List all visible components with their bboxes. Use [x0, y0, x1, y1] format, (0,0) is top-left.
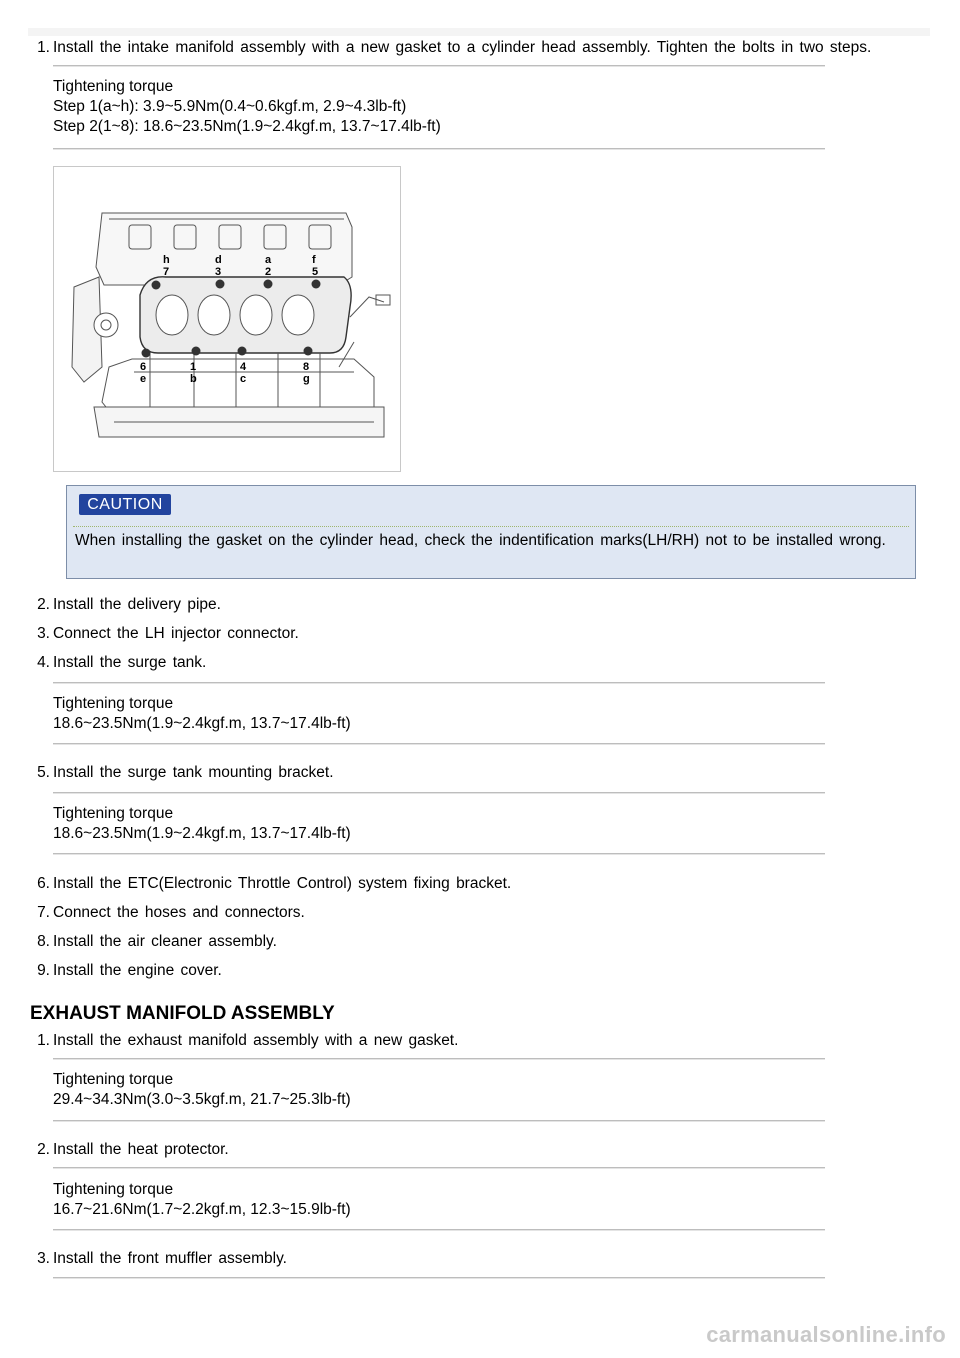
bolt-label-2: 2	[265, 266, 272, 278]
divider	[53, 1229, 825, 1231]
bolt-label-a: a	[265, 254, 272, 266]
intake-step-3: 3. Connect the LH injector connector.	[37, 625, 299, 642]
intake-step-7: 7. Connect the hoses and connectors.	[37, 904, 305, 921]
intake-step-6: 6. Install the ETC(Electronic Throttle Control) system fixing bracket.	[37, 875, 512, 892]
bolt-label-8: 8	[303, 361, 310, 373]
section-heading-exhaust: EXHAUST MANIFOLD ASSEMBLY	[30, 1003, 335, 1024]
watermark: carmanualsonline.info	[706, 1322, 946, 1347]
bolt-label-5: 5	[312, 266, 319, 278]
intake-step-2: 2. Install the delivery pipe.	[37, 596, 221, 613]
bolt-label-3: 3	[215, 266, 222, 278]
divider	[53, 792, 825, 794]
caution-badge: CAUTION	[79, 494, 171, 515]
exhaust-step-1: 1. Install the exhaust manifold assembly with a new gasket.	[37, 1032, 459, 1049]
torque-spec-heat-protector: Tightening torque 16.7~21.6Nm(1.7~2.2kgf.m, 12.3~15.9lb-ft)	[53, 1181, 351, 1218]
engine-drawing	[54, 167, 400, 471]
divider	[53, 853, 825, 855]
caution-text: When installing the gasket on the cylinder head, check the indentification marks(LH/RH) not to be installed wrong.	[75, 532, 886, 549]
exhaust-step-2: 2. Install the heat protector.	[37, 1141, 229, 1158]
bolt-label-c: c	[240, 373, 247, 385]
divider	[53, 743, 825, 745]
intake-step-4: 4. Install the surge tank.	[37, 654, 207, 671]
divider	[53, 1058, 825, 1060]
divider	[53, 1167, 825, 1169]
divider	[53, 1277, 825, 1279]
exhaust-step-3: 3. Install the front muffler assembly.	[37, 1250, 287, 1267]
bolt-label-1: 1	[190, 361, 197, 373]
divider	[53, 682, 825, 684]
header-bar	[28, 28, 930, 36]
intake-step-8: 8. Install the air cleaner assembly.	[37, 933, 277, 950]
intake-step-5: 5. Install the surge tank mounting bracket.	[37, 764, 334, 781]
bolt-label-6: 6	[140, 361, 147, 373]
bolt-label-g: g	[303, 373, 310, 385]
bolt-label-b: b	[190, 373, 197, 385]
bolt-label-4: 4	[240, 361, 247, 373]
bolt-label-f: f	[312, 254, 316, 266]
caution-box	[66, 485, 916, 579]
torque-spec-exhaust-manifold: Tightening torque 29.4~34.3Nm(3.0~3.5kgf.m, 21.7~25.3lb-ft)	[53, 1071, 351, 1108]
bolt-label-h: h	[163, 254, 170, 266]
torque-spec-surge-tank: Tightening torque 18.6~23.5Nm(1.9~2.4kgf.m, 13.7~17.4lb-ft)	[53, 695, 351, 732]
bolt-label-7: 7	[163, 266, 170, 278]
divider	[53, 148, 825, 150]
intake-step-1: 1. Install the intake manifold assembly with a new gasket to a cylinder head assembly. Tighten the bolts in two steps.	[37, 39, 872, 56]
torque-spec-intake: Tightening torque Step 1(a~h): 3.9~5.9Nm(0.4~0.6kgf.m, 2.9~4.3lb-ft) Step 2(1~8): 18.6~23.5Nm(1.9~2.4kgf.m, 13.7~17.4lb-ft)	[53, 78, 441, 135]
torque-spec-bracket: Tightening torque 18.6~23.5Nm(1.9~2.4kgf.m, 13.7~17.4lb-ft)	[53, 805, 351, 842]
intake-manifold-diagram	[53, 166, 401, 472]
caution-divider	[73, 526, 909, 527]
bolt-label-d: d	[215, 254, 222, 266]
intake-step-9: 9. Install the engine cover.	[37, 962, 222, 979]
divider	[53, 1120, 825, 1122]
bolt-label-e: e	[140, 373, 147, 385]
divider	[53, 65, 825, 67]
